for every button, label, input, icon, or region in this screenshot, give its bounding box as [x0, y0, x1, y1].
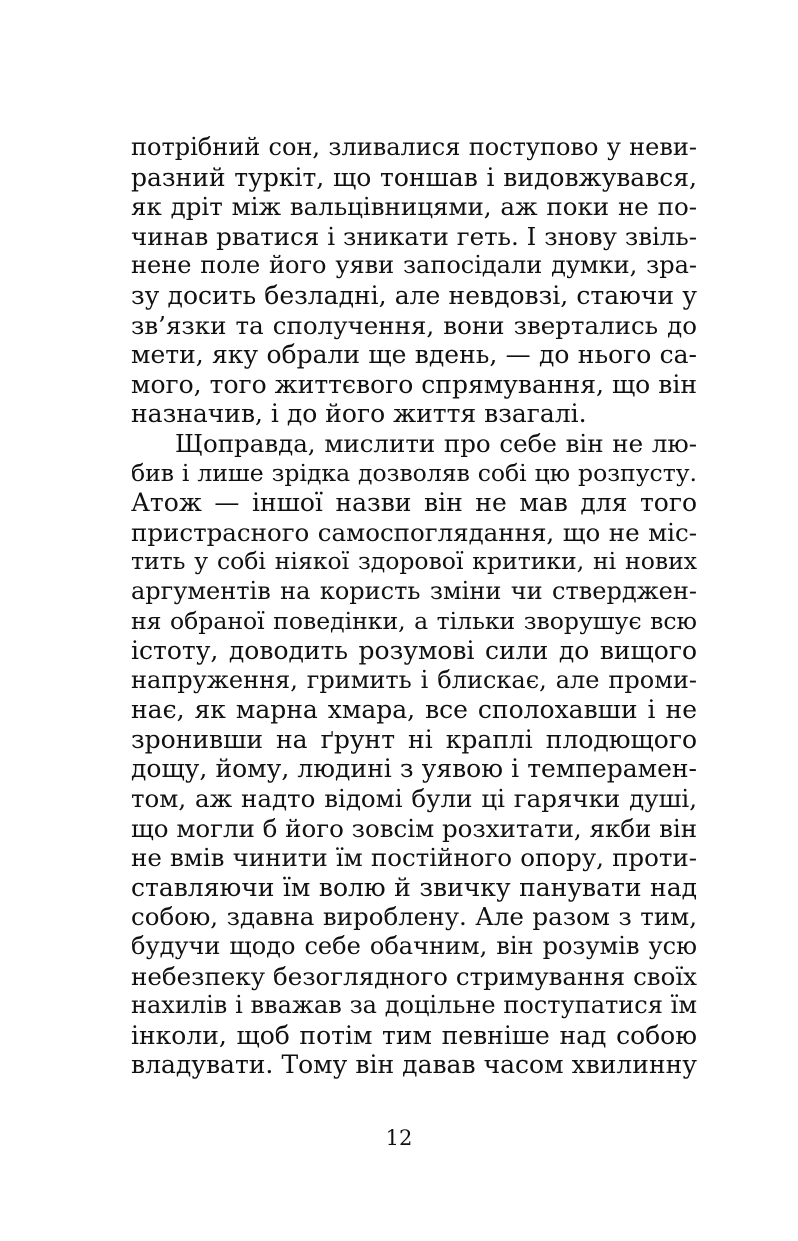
text-line: владувати. Тому він давав часом хвилинну — [131, 1050, 697, 1080]
text-line: том, аж надто відомі були ці гарячки душі, — [131, 784, 697, 814]
text-line: нене поле його уяви запосідали думки, зра- — [131, 251, 697, 280]
text-line: ня обраної поведінки, а тільки зворушує всю — [131, 606, 697, 635]
text-line: собою, здавна вироблену. Але разом з тим, — [131, 902, 697, 932]
text-line: зронивши на ґрунт ні краплі плодющого — [131, 724, 697, 754]
text-line: мого, того життєвого спрямування, що він — [131, 369, 697, 399]
text-line: небезпеку безоглядного стримування своїх — [131, 961, 697, 991]
text-line: нахилів і вважав за доцільне поступатися їм — [131, 991, 697, 1020]
text-line: чинав рватися і зникати геть. І знову звіль- — [131, 221, 697, 251]
text-line: що могли б його зовсім розхитати, якби він — [131, 813, 697, 843]
text-line: не вмів чинити їм постійного опору, проти- — [131, 843, 697, 873]
text-line: пристрасного самоспоглядання, що не міс- — [131, 517, 697, 547]
text-line: разний туркіт, що тоншав і видовжувався, — [131, 162, 697, 192]
text-line: зу досить безладні, але невдовзі, стаючи у — [131, 280, 697, 310]
text-line: інколи, щоб потім тим певніше над собою — [131, 1020, 697, 1050]
text-line: бив і лише зрідка дозволяв собі цю розпусту. — [131, 458, 697, 487]
body-text — [131, 133, 697, 1080]
text-line: потрібний сон, зливалися поступово у неви- — [131, 133, 697, 161]
text-line: нає, як марна хмара, все сполохавши і не — [131, 695, 697, 725]
text-line: Атож — іншої назви він не мав для того — [131, 488, 697, 518]
text-line: тить у собі ніякої здорової критики, ні нових — [131, 547, 697, 576]
text-line: як дріт між вальцівницями, аж поки не по- — [131, 192, 697, 222]
text-line: ставляючи їм волю й звичку панувати над — [131, 872, 697, 902]
text-line: аргументів на користь зміни чи стверджен- — [131, 576, 697, 605]
text-line: істоту, доводить розумові сили до вищого — [131, 636, 697, 666]
page-number: 12 — [385, 1126, 413, 1150]
text-line: будучи щодо себе обачним, він розумів усю — [131, 932, 697, 961]
text-line: мети, яку обрали ще вдень, — до нього са- — [131, 340, 697, 370]
text-line: дощу, йому, людині з уявою і темпeрамен- — [131, 754, 697, 784]
text-line: зв’язки та сполучення, вони звертались до — [131, 310, 697, 340]
text-line: Щоправда, мислити про себе він не лю- — [175, 428, 697, 458]
text-line: напруження, гримить і блискає, але проми- — [131, 665, 697, 694]
text-line: назначив, і до його життя взагалі. — [131, 399, 587, 429]
